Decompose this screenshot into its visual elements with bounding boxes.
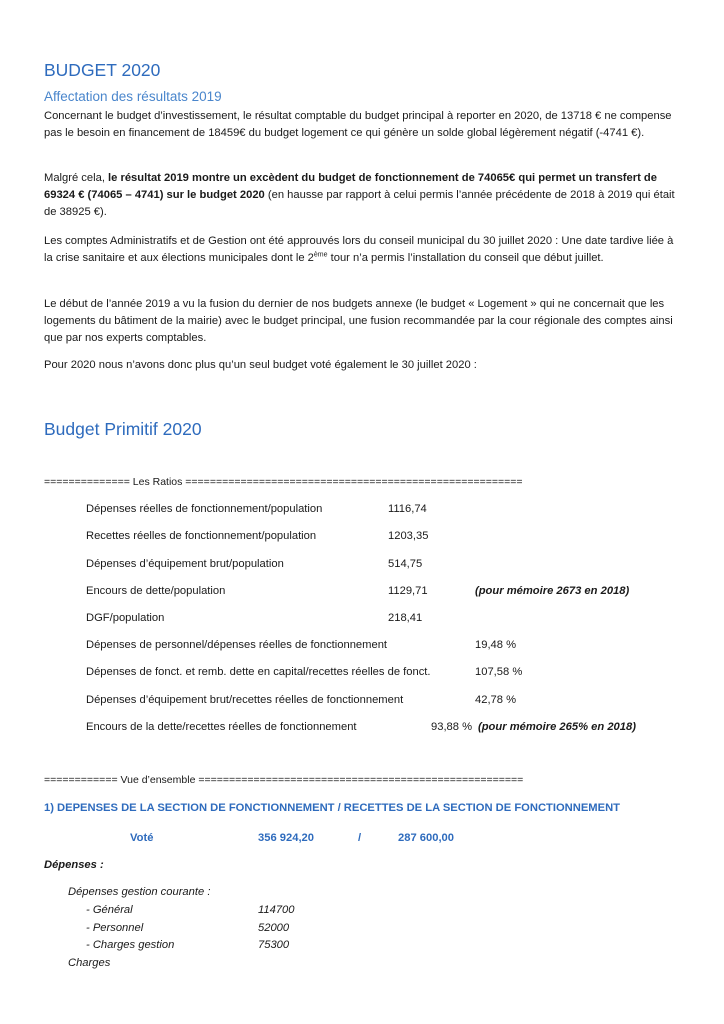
ratio-label: Dépenses d’équipement brut/population [86, 558, 284, 570]
ratio-label: Dépenses de fonct. et remb. dette en capital/recettes réelles de fonct. [86, 666, 431, 678]
ratio-label: Encours de la dette/recettes réelles de fonctionnement [86, 721, 357, 733]
ratio-value: 514,75 [388, 558, 423, 570]
vue-ensemble-separator: ============ Vue d’ensemble ===================================================== [44, 774, 524, 786]
paragraph-comptes: Les comptes Administratifs et de Gestion ont été approuvés lors du conseil municipal du 30 juillet 2020 : Une date tardive liée à la crise sanitaire et aux élections municipales dont le 2ème tour n’a permis l’installation du conseil que début juillet. [44, 235, 674, 264]
ratio-note: (pour mémoire 2673 en 2018) [475, 585, 630, 597]
gestion-courante-label: Dépenses gestion courante : [68, 886, 211, 898]
ratio-value: 1116,74 [388, 503, 427, 515]
vote-depenses: 356 924,20 [258, 832, 314, 844]
ratio-label: Recettes réelles de fonctionnement/population [86, 530, 317, 542]
ratio-label: Dépenses d’équipement brut/recettes réelles de fonctionnement [86, 694, 404, 706]
ratio-value: 42,78 % [475, 694, 517, 706]
page-title: BUDGET 2020 [44, 60, 161, 80]
ratio-value: 19,48 % [475, 639, 517, 651]
charges-label: Charges [68, 957, 111, 969]
gestion-item-value: 114700 [258, 904, 295, 916]
ratio-value: 1129,71 [388, 585, 428, 597]
ratio-label: Dépenses réelles de fonctionnement/population [86, 503, 323, 515]
ratio-value: 1203,35 [388, 530, 429, 542]
ratio-label: DGF/population [86, 612, 165, 624]
ratio-value: 218,41 [388, 612, 423, 624]
section-heading-fonctionnement: 1) DEPENSES DE LA SECTION DE FONCTIONNEMENT / RECETTES DE LA SECTION DE FONCTIONNEMENT [44, 802, 620, 814]
paragraph-fonctionnement: Malgré cela, le résultat 2019 montre un excèdent du budget de fonctionnement de 74065€ qui permet un transfert de 69324 € (74065 – 4741) sur le budget 2020 (en hausse par rapport à celui permis l’année précédente de 2018 à 2019 qui était de 38925 €). [44, 172, 675, 218]
ratio-value: 93,88 % [431, 721, 473, 733]
ratio-value: 107,58 % [475, 666, 523, 678]
paragraph-budget-unique: Pour 2020 nous n’avons donc plus qu’un seul budget voté également le 30 juillet 2020 : [44, 359, 477, 371]
ratios-separator: ============== Les Ratios ======================================================= [44, 476, 523, 488]
paragraph-investissement: Concernant le budget d’investissement, le résultat comptable du budget principal à reporter en 2020, de 13718 € ne compense pas le besoin en financement de 18459€ du budget logement ce qui génère un solde global légèrement négatif (-4741 €). [44, 110, 672, 139]
budget-primitif-title: Budget Primitif 2020 [44, 419, 202, 439]
section-subtitle: Affectation des résultats 2019 [44, 89, 222, 104]
vote-recettes: 287 600,00 [398, 832, 454, 844]
ratio-note: (pour mémoire 265% en 2018) [478, 721, 636, 733]
vote-label: Voté [130, 832, 154, 844]
ratio-label: Dépenses de personnel/dépenses réelles de fonctionnement [86, 639, 388, 651]
gestion-item-value: 52000 [258, 922, 290, 934]
ratio-label: Encours de dette/population [86, 585, 226, 597]
paragraph-fusion: Le début de l’année 2019 a vu la fusion du dernier de nos budgets annexe (le budget « Logement » qui ne concernait que les logements du bâtiment de la mairie) avec le budget principal, une fusion recommandée par la cour régionale des comptes ainsi que par nos experts comptables. [44, 298, 673, 344]
vote-separator: / [358, 832, 362, 844]
gestion-item-value: 75300 [258, 939, 290, 951]
gestion-item-label: - Général [86, 904, 133, 916]
depenses-label: Dépenses : [44, 859, 104, 871]
gestion-item-label: - Personnel [86, 922, 144, 934]
gestion-item-label: - Charges gestion [86, 939, 175, 951]
